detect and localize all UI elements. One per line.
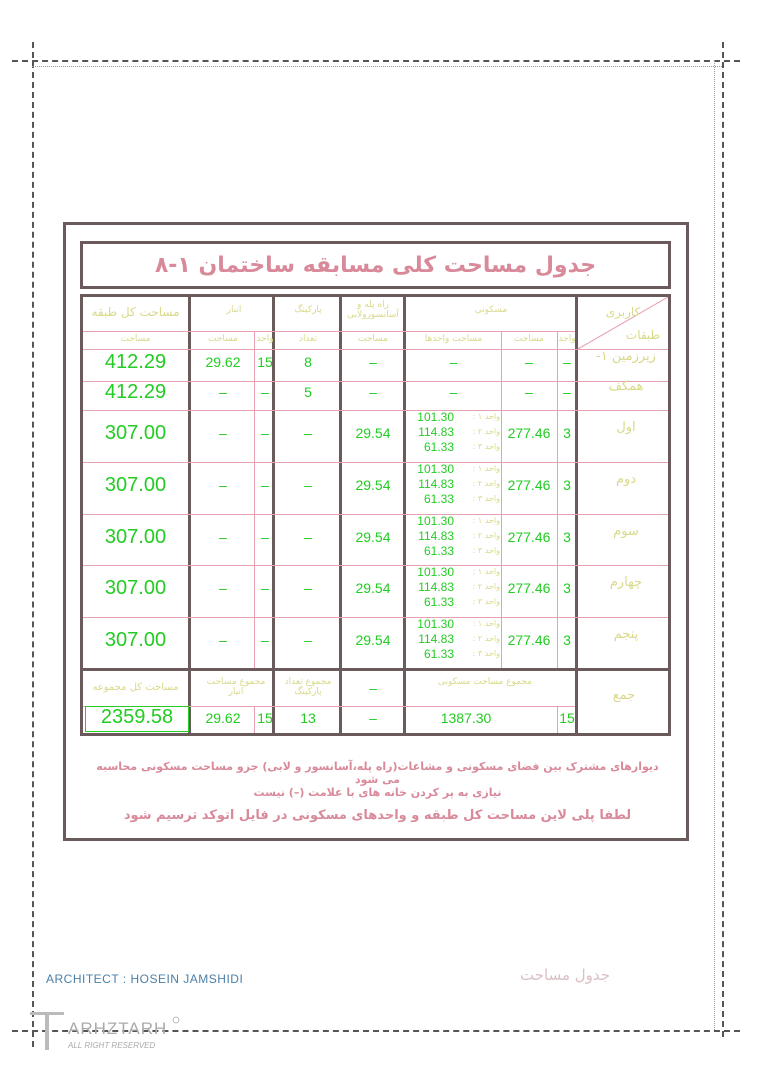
row-parking: – <box>304 580 312 596</box>
totals-unit-count: 15 <box>559 710 575 726</box>
row-total-area: 307.00 <box>104 577 167 599</box>
header-residential: مسکونی <box>474 305 508 315</box>
row-total-area: 307.00 <box>104 525 167 548</box>
row-res-area: 277.46 <box>507 632 551 648</box>
row-parking: – <box>304 528 312 545</box>
row-unit1: 101.30 <box>417 410 454 424</box>
totals-label: جمع <box>612 688 636 703</box>
arhztarh-logo <box>30 1010 180 1052</box>
border-right-dash <box>722 42 724 1037</box>
totals-storage-count: 15 <box>257 710 273 726</box>
row-unit3: 61.33 <box>423 492 454 506</box>
row-storage-area: – <box>219 383 227 400</box>
svg-text:ARHZTARH: ARHZTARH <box>68 1019 168 1038</box>
border-left-dash <box>32 42 34 1047</box>
totals-residential-label: مجموع مساحت مسکونی <box>437 677 533 687</box>
row-unit1-label: واحد ۱ : <box>472 516 500 525</box>
row-res-area: – <box>525 353 533 370</box>
row-unit1-label: واحد ۱ : <box>472 619 500 628</box>
totals-parking-value: 13 <box>300 710 316 726</box>
row-unit2: 114.83 <box>418 529 454 543</box>
totals-parking-label: مجموع تعداد پارکینگ <box>284 677 332 697</box>
totals-stairs-label: – <box>369 680 377 696</box>
row-unit2: 114.83 <box>418 632 454 646</box>
header-res-area: مساحت <box>514 334 544 344</box>
row-unit-count: 3 <box>563 477 571 493</box>
row-floor-name: اول <box>616 420 636 435</box>
header-usage: کاربری <box>605 305 641 319</box>
row-stairs: 29.54 <box>355 528 391 545</box>
row-unit2-label: واحد ۲ : <box>472 582 500 591</box>
row-unit3: 61.33 <box>423 647 454 661</box>
row-parking: – <box>304 632 312 648</box>
row-stairs: – <box>369 353 377 370</box>
row-parking: 5 <box>304 383 312 400</box>
row-unit2: 114.83 <box>418 580 454 594</box>
row-floor-name: همکف <box>608 378 644 394</box>
footer-title: جدول مساحت <box>520 966 611 984</box>
architect-credit: ARCHITECT : HOSEIN JAMSHIDI <box>46 972 244 986</box>
row-total-area: 307.00 <box>104 629 167 651</box>
header-total-floor-area: مساحت کل طبقه <box>91 305 180 319</box>
note-1: دیوارهای مشترک بین فضای مسکونی و مشاعات(راه پله،آسانسور و لابی) جزو مساحت مسکونی محاسبه می شود <box>96 760 659 786</box>
row-storage-area: 29.62 <box>205 353 241 370</box>
row-stairs: – <box>369 383 377 400</box>
table-title: جدول مساحت کلی مسابقه ساختمان ۱-۸ <box>80 241 671 289</box>
row-storage-area: – <box>219 528 227 545</box>
header-stairs: راه پله و آسانسورولابی <box>347 300 399 320</box>
row-total-area: 307.00 <box>104 422 167 444</box>
row-floor-name: زیرزمین ۱- <box>596 348 656 364</box>
row-unit2-label: واحد ۲ : <box>472 531 500 540</box>
row-floor-name: دوم <box>615 472 637 487</box>
row-unit1-label: واحد ۱ : <box>472 412 500 421</box>
row-storage-area: – <box>219 425 227 441</box>
row-storage-count: – <box>261 632 269 648</box>
row-unit-count: 3 <box>563 528 571 545</box>
row-unit-count: 3 <box>563 425 571 441</box>
row-storage-count: – <box>261 477 269 493</box>
row-storage-area: – <box>219 632 227 648</box>
header-storage-area: مساحت <box>208 334 238 344</box>
row-total-area: 412.29 <box>104 350 167 373</box>
note-3: لطفا پلی لاین مساحت کل طبقه و واحدهای مسکونی در فایل اتوکد ترسیم شود <box>123 808 632 823</box>
row-stairs: 29.54 <box>355 580 391 596</box>
header-total-area-sub: مساحت <box>120 334 151 344</box>
row-parking: – <box>304 477 312 493</box>
row-unit2: 114.83 <box>418 477 454 491</box>
header-floors: طبقات <box>625 328 661 342</box>
row-stairs: 29.54 <box>355 425 391 441</box>
row-storage-count: – <box>261 425 269 441</box>
total-area-value: 2359.58 <box>100 706 174 728</box>
row-storage-area: – <box>219 580 227 596</box>
border-top-dash <box>12 60 740 62</box>
row-unit-areas: – <box>449 353 458 370</box>
row-floor-name: چهارم <box>609 575 643 590</box>
row-unit1-label: واحد ۱ : <box>472 567 500 576</box>
row-unit3-label: واحد ۳ : <box>472 546 500 555</box>
row-res-area: – <box>525 383 533 400</box>
inner-top-dots <box>32 66 722 67</box>
row-unit3: 61.33 <box>423 544 454 558</box>
row-unit-count: 3 <box>563 632 571 648</box>
row-storage-count: 15 <box>257 353 273 370</box>
header-parking: پارکینگ <box>294 305 322 315</box>
header-storage-count: واحد <box>256 334 274 344</box>
row-unit2-label: واحد ۲ : <box>472 479 500 488</box>
row-storage-area: – <box>219 477 227 493</box>
row-unit3-label: واحد ۳ : <box>472 597 500 606</box>
row-unit-count: – <box>563 353 571 370</box>
totals-storage-area: 29.62 <box>205 710 241 726</box>
row-unit3: 61.33 <box>423 440 454 454</box>
row-storage-count: – <box>261 383 269 400</box>
row-storage-count: – <box>261 580 269 596</box>
row-unit-areas: – <box>449 383 458 400</box>
row-parking: 8 <box>304 353 312 370</box>
row-unit2-label: واحد ۲ : <box>472 427 500 436</box>
header-storage: انبار <box>226 305 242 315</box>
row-unit1-label: واحد ۱ : <box>472 464 500 473</box>
totals-area-label: مساحت کل مجموعه <box>92 682 179 693</box>
row-unit3-label: واحد ۳ : <box>472 649 500 658</box>
row-res-area: 277.46 <box>507 528 551 545</box>
header-unit-count: واحد <box>558 334 576 344</box>
row-stairs: 29.54 <box>355 477 391 493</box>
row-unit-count: 3 <box>563 580 571 596</box>
totals-storage-label: مجموع مساحت انبار <box>206 677 266 697</box>
header-stairs-area: مساحت <box>358 334 388 344</box>
row-storage-count: – <box>261 528 269 545</box>
row-unit1: 101.30 <box>417 565 454 579</box>
row-unit3-label: واحد ۳ : <box>472 494 500 503</box>
row-stairs: 29.54 <box>355 632 391 648</box>
row-res-area: 277.46 <box>507 580 551 596</box>
inner-right-dots <box>714 60 715 1030</box>
row-unit1: 101.30 <box>417 462 454 476</box>
row-unit3: 61.33 <box>423 595 454 609</box>
totals-stairs-value: – <box>369 710 377 726</box>
row-total-area: 412.29 <box>104 380 167 403</box>
row-res-area: 277.46 <box>507 425 551 441</box>
row-unit3-label: واحد ۳ : <box>472 442 500 451</box>
header-parking-count: تعداد <box>298 334 318 344</box>
totals-residential-value: 1387.30 <box>440 710 492 726</box>
row-unit2: 114.83 <box>418 425 454 439</box>
svg-text:ALL RIGHT RESERVED: ALL RIGHT RESERVED <box>68 1041 156 1050</box>
row-unit-count: – <box>563 383 571 400</box>
row-floor-name: پنجم <box>613 627 639 642</box>
row-res-area: 277.46 <box>507 477 551 493</box>
row-unit1: 101.30 <box>417 617 454 631</box>
note-2: نیازی به پر کردن خانه های با علامت (–) نیست <box>253 786 502 799</box>
row-unit1: 101.30 <box>417 514 454 528</box>
row-floor-name: سوم <box>613 523 639 539</box>
row-parking: – <box>304 425 312 441</box>
row-unit2-label: واحد ۲ : <box>472 634 500 643</box>
row-total-area: 307.00 <box>104 474 167 496</box>
header-unit-areas: مساحت واحدها <box>424 334 483 344</box>
